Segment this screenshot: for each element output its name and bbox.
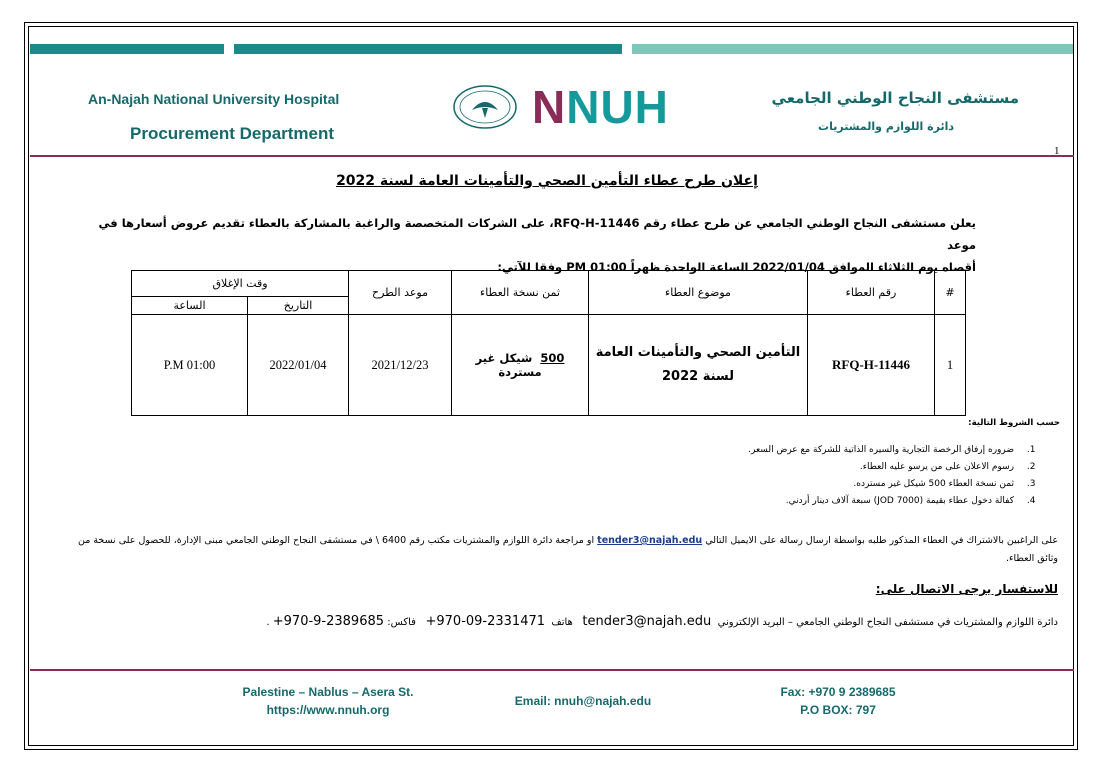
contact-end: .: [266, 617, 270, 628]
footer-fax-block: [748, 683, 928, 719]
submission-note: [78, 532, 1058, 568]
university-seal-icon: [452, 84, 518, 130]
contact-phone: +970-09-2331471: [425, 614, 546, 629]
cell-price-amount: 500: [540, 351, 565, 365]
table-row: [132, 315, 966, 416]
header-bar-left: [30, 44, 224, 54]
department-name-en: Procurement Department: [130, 124, 335, 143]
footer-email[interactable]: Email: nnuh@najah.edu: [514, 694, 652, 708]
header-divider: [30, 155, 1074, 157]
cell-price: [452, 315, 589, 416]
list-item: 4. كفالة دخول عطاء بقيمة (JOD 7000) سبعة آلاف دينار أردني.: [748, 493, 1024, 510]
logo-nuh-letters: NUH: [566, 81, 669, 133]
hospital-name-en: An-Najah National University Hospital: [88, 91, 340, 107]
announcement-title-text: إعلان طرح عطاء التأمين الصحي والتأمينات العامة لسنة 2022: [336, 173, 758, 189]
col-header-price: ثمن نسخة العطاء: [452, 271, 589, 315]
list-item: 2. رسوم الاعلان على من يرسو عليه العطاء.: [748, 459, 1024, 476]
tender-table: [131, 270, 966, 416]
footer-po-box: P.O BOX: 797: [800, 703, 876, 717]
contact-phone-label: هاتف: [551, 617, 573, 628]
cell-closing-date: 2022/01/04: [248, 315, 349, 416]
col-header-tender-no: رقم العطاء: [808, 271, 935, 315]
cell-release-date: 2021/12/23: [349, 315, 452, 416]
tender-email-link[interactable]: tender3@najah.edu: [597, 535, 703, 546]
header-bar-right: [632, 44, 1073, 54]
contact-email[interactable]: tender3@najah.edu: [582, 614, 712, 629]
footer-fax: Fax: +970 9 2389685: [780, 685, 896, 699]
footer-address-block: [228, 683, 428, 719]
nnuh-logo: [532, 82, 669, 132]
contact-heading: للاستفسار يرجى الاتصال على:: [875, 582, 1058, 596]
intro-line-2: أقصاه يوم الثلاثاء الموافق 2022/01/04 الساعة الواحدة ظهراً PM 01:00 وفقا للآتي:: [497, 260, 976, 274]
announcement-intro: [96, 212, 976, 278]
col-header-closing-date: التاريخ: [248, 297, 349, 315]
note-text-before: على الراغبين بالاشتراك في العطاء المذكور طلبه بواسطة ارسال رسالة على الايميل التالي: [705, 535, 1058, 546]
announcement-title: [0, 173, 1094, 189]
cell-closing-time: P.M 01:00: [132, 315, 248, 416]
footer-website[interactable]: https://www.nnuh.org: [266, 703, 390, 717]
col-header-release-date: موعد الطرح: [349, 271, 452, 315]
col-header-num: #: [935, 271, 966, 315]
conditions-heading: حسب الشروط التالية:: [968, 418, 1060, 428]
cell-num: 1: [935, 315, 966, 416]
page-mark: 1: [1054, 145, 1060, 157]
list-item: 1. ضروره إرفاق الرخصة التجارية والسيره الذاتية للشركة مع عرض السعر.: [748, 442, 1024, 459]
contact-fax: +970-9-2389685: [272, 614, 385, 629]
list-item: 3. ثمن نسخة العطاء 500 شيكل غير مسترده.: [748, 476, 1024, 493]
col-header-closing-time: الساعة: [132, 297, 248, 315]
col-header-closing: وقت الإغلاق: [132, 271, 349, 297]
cell-subject: التأمين الصحي والتأمينات العامة لسنة 2022: [589, 315, 808, 416]
conditions-list: [748, 442, 1040, 510]
footer-divider: [30, 669, 1074, 671]
cell-price-text: شيكل غير مستردة: [475, 351, 542, 379]
contact-dept: دائرة اللوازم والمشتريات في مستشفى النجاح الوطني الجامعي – البريد الإلكتروني: [717, 617, 1058, 628]
department-name-ar: دائرة اللوازم والمشتريات: [818, 120, 954, 133]
hospital-name-ar: مستشفى النجاح الوطني الجامعي: [771, 89, 1019, 107]
cell-tender-no: RFQ-H-11446: [808, 315, 935, 416]
intro-line-1: يعلن مستشفى النجاح الوطني الجامعي عن طرح عطاء رقم RFQ-H-11446، على الشركات المتخصصة والراغبة بالمشاركة بالعطاء تقديم عروض أسعارها في موعد: [98, 216, 976, 252]
contact-fax-label: فاكس:: [387, 617, 416, 628]
header-bar-middle: [234, 44, 622, 54]
col-header-subject: موضوع العطاء: [589, 271, 808, 315]
contact-line: [266, 614, 1058, 629]
footer-address: Palestine – Nablus – Asera St.: [242, 685, 414, 699]
logo-n-letter: N: [532, 81, 567, 133]
note-text-after: او مراجعة دائرة اللوازم والمشتريات مكتب رقم 6400 \ في مستشفى النجاح الوطني الجامعي مبنى الإدارة، للحصول على نسخة من وثائق العطاء.: [78, 535, 1058, 564]
